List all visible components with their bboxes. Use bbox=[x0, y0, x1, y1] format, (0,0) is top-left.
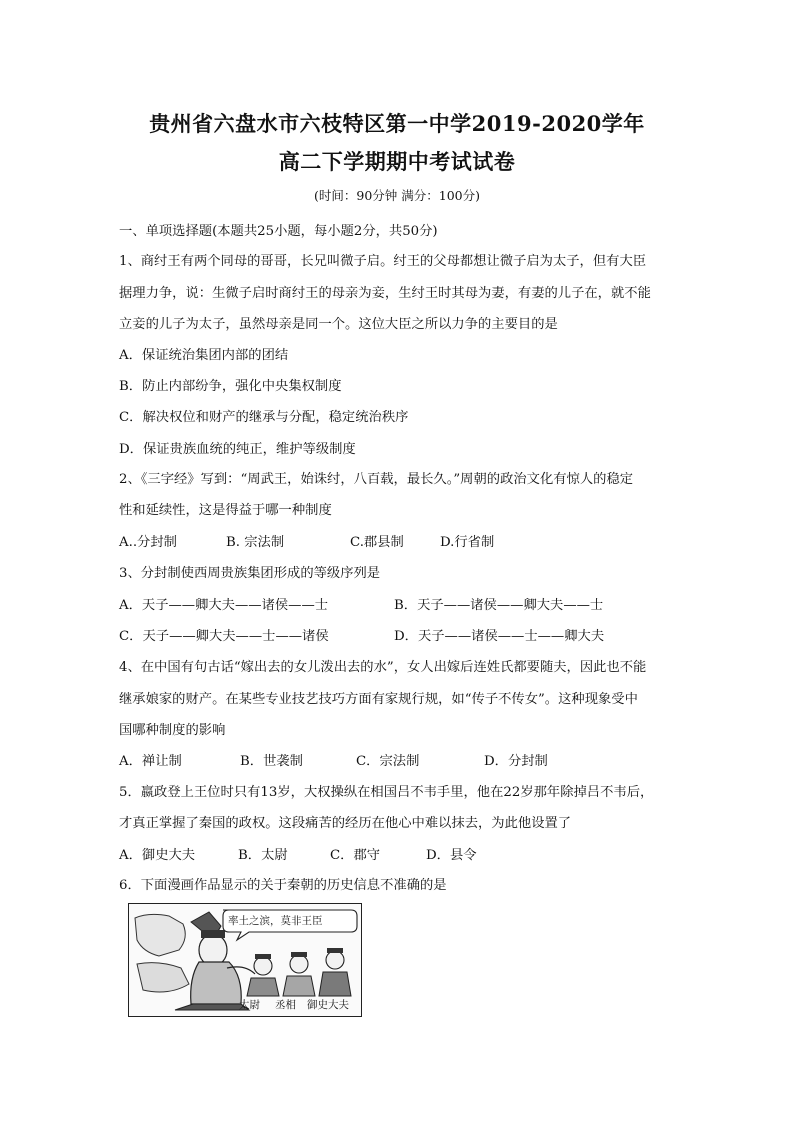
section-heading: 一、单项选择题(本题共25小题，每小题2分，共50分) bbox=[119, 224, 438, 239]
q2-option-b: B. 宗法制 bbox=[226, 535, 285, 550]
q3-option-b: B．天子——诸侯——卿大夫——士 bbox=[394, 598, 604, 613]
q6-cartoon bbox=[128, 903, 362, 1017]
cartoon-speech-text: 率土之滨，莫非王臣 bbox=[228, 915, 323, 927]
q1-option-c: C．解决权位和财产的继承与分配，稳定统治秩序 bbox=[119, 410, 409, 425]
q3-option-c: C．天子——卿大夫——士——诸侯 bbox=[119, 629, 329, 644]
q5-text-line2: 才真正掌握了秦国的政权。这段痛苦的经历在他心中难以抹去，为此他设置了 bbox=[119, 816, 572, 831]
q2-option-a: A..分封制 bbox=[119, 535, 177, 550]
q3-option-a: A．天子——卿大夫——诸侯——士 bbox=[119, 598, 329, 613]
q5-option-a: A．御史大夫 bbox=[119, 848, 196, 863]
q5-text-line1: 5．嬴政登上王位时只有13岁，大权操纵在相国吕不韦手里，他在22岁那年除掉吕不韦后， bbox=[119, 785, 654, 800]
q2-option-c: C.郡县制 bbox=[350, 535, 404, 550]
q4-text-line3: 国哪种制度的影响 bbox=[119, 723, 226, 738]
q6-text-line1: 6．下面漫画作品显示的关于秦朝的历史信息不准确的是 bbox=[119, 878, 447, 893]
q1-option-b: B．防止内部纷争，强化中央集权制度 bbox=[119, 379, 342, 394]
exam-title-line1: 贵州省六盘水市六枝特区第一中学2019-2020学年 bbox=[149, 111, 645, 136]
cartoon-label-yushidafu: 御史大夫 bbox=[307, 999, 349, 1011]
q1-option-d: D．保证贵族血统的纯正，维护等级制度 bbox=[119, 442, 356, 457]
q5-option-c: C．郡守 bbox=[330, 848, 381, 863]
q4-option-b: B．世袭制 bbox=[240, 754, 303, 769]
exam-title-line2: 高二下学期期中考试试卷 bbox=[278, 149, 516, 174]
cartoon-label-chengxiang: 丞相 bbox=[275, 999, 296, 1011]
q2-text-line2: 性和延续性，这是得益于哪一种制度 bbox=[119, 503, 332, 518]
q3-text-line1: 3、分封制使西周贵族集团形成的等级序列是 bbox=[119, 566, 381, 581]
q5-option-d: D．县令 bbox=[426, 848, 477, 863]
q1-text-line1: 1、商纣王有两个同母的哥哥，长兄叫微子启。纣王的父母都想让微子启为太子，但有大臣 bbox=[119, 254, 647, 269]
q5-option-b: B．太尉 bbox=[238, 848, 288, 863]
q4-option-d: D．分封制 bbox=[484, 754, 548, 769]
q4-option-c: C．宗法制 bbox=[356, 754, 420, 769]
q2-option-d: D.行省制 bbox=[440, 535, 495, 550]
q4-option-a: A．禅让制 bbox=[119, 754, 182, 769]
exam-subtitle: (时间：90分钟 满分：100分) bbox=[314, 188, 480, 203]
q4-text-line2: 继承娘家的财产。在某些专业技艺技巧方面有家规行规，如“传子不传女”。这种现象受中 bbox=[119, 692, 638, 707]
cartoon-label-taiwei: 太尉 bbox=[239, 999, 260, 1011]
q3-option-d: D．天子——诸侯——士——卿大夫 bbox=[394, 629, 605, 644]
q2-text-line1: 2、《三字经》写到：“周武王，始诛纣，八百载，最长久。”周朝的政治文化有惊人的稳定 bbox=[119, 472, 634, 487]
q1-text-line3: 立妾的儿子为太子，虽然母亲是同一个。这位大臣之所以力争的主要目的是 bbox=[119, 317, 558, 332]
q1-text-line2: 据理力争，说：生微子启时商纣王的母亲为妾，生纣王时其母为妻，有妻的儿子在，就不能 bbox=[119, 286, 651, 301]
q4-text-line1: 4、在中国有句古话“嫁出去的女儿泼出去的水”，女人出嫁后连姓氏都要随夫，因此也不能 bbox=[119, 660, 647, 675]
q1-option-a: A．保证统治集团内部的团结 bbox=[119, 348, 289, 363]
